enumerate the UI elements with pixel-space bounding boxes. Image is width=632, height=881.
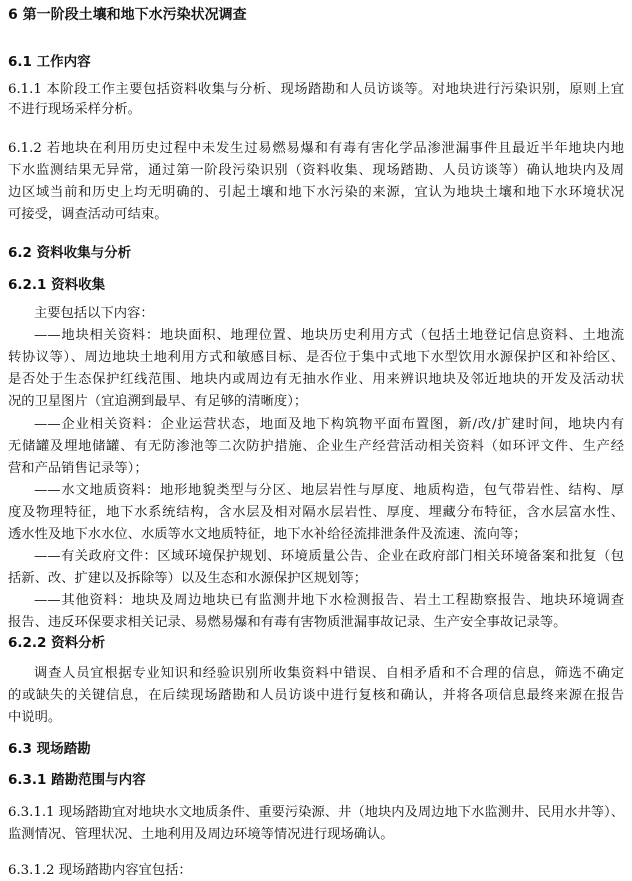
para-6-2-2-line: 中说明。 <box>8 710 62 725</box>
heading-6-2: 6.2 资料收集与分析 <box>8 245 132 261</box>
heading-6-2-1: 6.2.1 资料收集 <box>8 277 106 293</box>
para-6-1-2-line: 6.1.2 若地块在利用历史过程中未发生过易燃易爆和有毒有害化学品渗泄漏事件且最近半年地块内地 <box>8 141 624 156</box>
para-6-1-1-line: 不进行现场采样分析。 <box>8 102 141 117</box>
heading-6-2-2: 6.2.2 资料分析 <box>8 635 106 651</box>
heading-6-3: 6.3 现场踏勘 <box>8 741 91 757</box>
item-site-data-line: ——地块相关资料：地块面积、地理位置、地块历史利用方式（包括土地登记信息资料、土地流 <box>34 328 624 343</box>
item-hydrogeology-line: ——水文地质资料：地形地貌类型与分区、地层岩性与厚度、地质构造，包气带岩性、结构、厚 <box>34 483 624 498</box>
item-site-data-line: 转协议等）、周边地块土地利用方式和敏感目标、是否位于集中式地下水型饮用水源保护区和补给区、 <box>8 350 624 365</box>
item-other-data-line: ——其他资料：地块及周边地块已有监测井地下水检测报告、岩土工程勘察报告、地块环境调查 <box>34 593 624 608</box>
item-government-docs-line: ——有关政府文件：区域环境保护规划、环境质量公告、企业在政府部门相关环境备案和批复（包 <box>34 549 624 564</box>
heading-6-1: 6.1 工作内容 <box>8 54 91 70</box>
heading-6: 6 第一阶段土壤和地下水污染状况调查 <box>8 7 247 23</box>
item-government-docs-line: 括新、改、扩建以及拆除等）以及生态和水源保护区规划等； <box>8 571 368 586</box>
intro-line: 主要包括以下内容： <box>34 306 154 321</box>
item-other-data-line: 报告、违反环保要求相关记录、易燃易爆和有毒有害物质泄漏事故记录、生产安全事故记录等。 <box>8 615 567 630</box>
para-6-1-1-line: 6.1.1 本阶段工作主要包括资料收集与分析、现场踏勘和人员访谈等。对地块进行污染识别，原则上宜 <box>8 82 624 97</box>
item-enterprise-data-line: 营和产品销售记录等）； <box>8 461 148 476</box>
para-6-3-1-2: 6.3.1.2 现场踏勘内容宜包括： <box>8 863 192 878</box>
para-6-1-2-line: 可接受，调查活动可结束。 <box>8 207 168 222</box>
heading-6-3-1: 6.3.1 踏勘范围与内容 <box>8 772 146 788</box>
item-hydrogeology-line: 度及物理特征，地下水系统结构，含水层及相对隔水层岩性、厚度、埋藏分布特征，含水层富水性、 <box>8 505 624 520</box>
item-hydrogeology-line: 透水性及地下水水位、水质等水文地质特征，地下水补给径流排泄条件及流速、流向等； <box>8 527 527 542</box>
item-site-data-line: 况的卫星图片（宜追溯到最早、有足够的清晰度）； <box>8 394 308 409</box>
para-6-2-2-line: 调查人员宜根据专业知识和经验识别所收集资料中错误、自相矛盾和不合理的信息，筛选不确定 <box>34 666 624 681</box>
item-site-data-line: 是否处于生态保护红线范围、地块内或周边有无抽水作业、用来辨识地块及邻近地块的开发及活动状 <box>8 372 624 387</box>
para-6-3-1-1-line: 监测情况、管理状况、土地利用及周边环境等情况进行现场确认。 <box>8 827 394 842</box>
para-6-2-2-line: 的或缺失的关键信息，在后续现场踏勘和人员访谈中进行复核和确认，并将各项信息最终来源在报告 <box>8 688 624 703</box>
para-6-3-1-1-line: 6.3.1.1 现场踏勘宜对地块水文地质条件、重要污染源、井（地块内及周边地下水监测井、民用水井等）、 <box>8 805 624 820</box>
item-enterprise-data-line: 无储罐及埋地储罐、有无防渗池等二次防护措施、企业生产经营活动相关资料（如环评文件、生产经 <box>8 439 624 454</box>
item-enterprise-data-line: ——企业相关资料：企业运营状态，地面及地下构筑物平面布置图，新/改/扩建时间，地块内有 <box>34 417 624 432</box>
para-6-1-2-line: 边区域当前和历史上均无明确的、引起土壤和地下水污染的来源，宜认为地块土壤和地下水环境状况 <box>8 185 624 200</box>
para-6-1-2-line: 下水监测结果无异常，通过第一阶段污染识别（资料收集、现场踏勘、人员访谈等）确认地块内及周 <box>8 163 624 178</box>
